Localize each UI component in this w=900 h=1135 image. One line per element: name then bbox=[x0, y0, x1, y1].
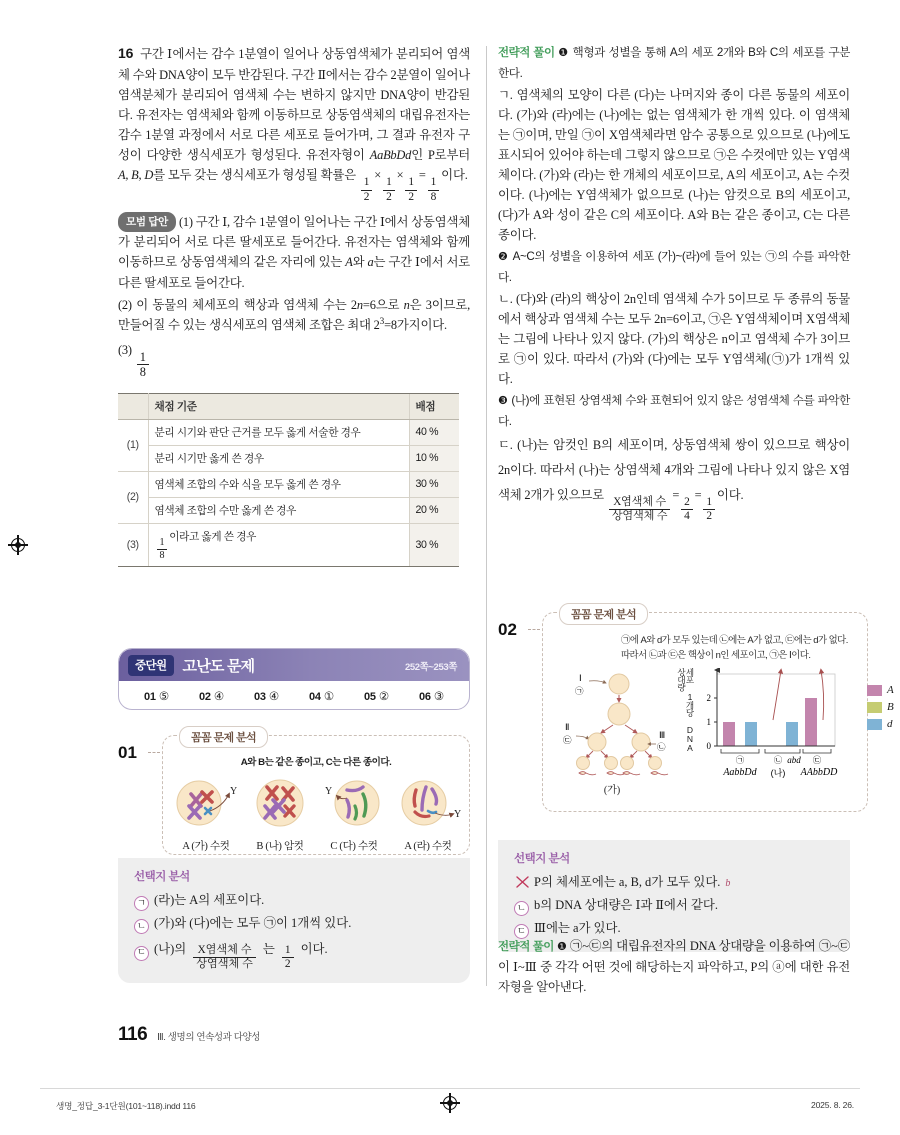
legend-item-B bbox=[867, 701, 894, 713]
model-answer-item-3 bbox=[118, 340, 470, 379]
chart-legend bbox=[867, 684, 894, 730]
cell-figure-da bbox=[317, 772, 391, 853]
model-answer-block bbox=[118, 212, 470, 292]
bar-chart-svg bbox=[695, 668, 865, 780]
ma2-end: =8가지이다. bbox=[384, 317, 447, 332]
print-date: 2025. 8. 26. bbox=[811, 1100, 854, 1110]
registration-mark-icon bbox=[8, 535, 28, 555]
choice-text-d-mid: 는 bbox=[262, 941, 275, 956]
criteria-cell: 염색체 조합의 수만 옳게 쓴 경우 bbox=[148, 497, 409, 523]
svg-text:㉡: ㉡ bbox=[773, 755, 783, 766]
legend-item-d bbox=[867, 718, 894, 730]
meiosis-lineage-svg bbox=[549, 668, 675, 780]
choice-text-n: (가)와 (다)에는 모두 ㉠이 1개씩 있다. bbox=[154, 915, 352, 930]
legend-item-A bbox=[867, 684, 894, 696]
criteria-cell: 염색체 조합의 수와 식을 모두 옳게 쓴 경우 bbox=[148, 471, 409, 497]
strategy-title-1: 전략적 풀이 bbox=[498, 47, 555, 59]
svg-text:(나): (나) bbox=[770, 768, 786, 779]
model-answer-item-1-end: 는 구간 Ⅰ에서 서로 다른 딸세포로 들어간다. bbox=[118, 255, 471, 290]
svg-text:Y: Y bbox=[325, 786, 333, 797]
points-cell: 30 % bbox=[409, 523, 459, 567]
svg-text:㉡: ㉡ bbox=[657, 742, 666, 753]
bar-chart bbox=[677, 668, 894, 780]
choice-text-d-suffix: 이다. bbox=[300, 941, 328, 956]
model-answer-mid: 와 bbox=[352, 255, 368, 270]
step-marker-3: ❸ bbox=[498, 395, 509, 408]
svg-text:㉠: ㉠ bbox=[735, 755, 745, 766]
figure-row-02 bbox=[543, 666, 894, 797]
svg-text:0: 0 bbox=[706, 741, 711, 752]
fraction-one-half-final: $\frac{1}{2}$ bbox=[703, 497, 715, 523]
q16-text-4: 이다. bbox=[441, 168, 468, 183]
svg-text:Ⅰ: Ⅰ bbox=[579, 673, 582, 684]
analysis-box-01 bbox=[162, 732, 470, 855]
table-row bbox=[118, 471, 459, 497]
exponent-3: 3 bbox=[379, 316, 385, 327]
ratio-fraction-x-auto-2: $\frac{\text{X염색체 수}}{\text{상염색체 수}}$ bbox=[609, 497, 670, 522]
legend-label-A: A bbox=[887, 684, 894, 697]
choice-row-d bbox=[134, 935, 456, 971]
cell-label-da: C (다) 수컷 bbox=[330, 841, 378, 852]
svg-text:AabbDd: AabbDd bbox=[723, 767, 757, 779]
explanation-d-end: 이다. bbox=[716, 487, 744, 502]
choice-marker-g: ㄱ bbox=[134, 896, 149, 911]
variable-n: n bbox=[356, 297, 363, 312]
analysis-connector bbox=[148, 752, 160, 753]
svg-text:Ⅱ: Ⅱ bbox=[565, 722, 570, 733]
column-divider bbox=[486, 46, 487, 986]
criteria-cell: 분리 시기만 옳게 쓴 경우 bbox=[148, 445, 409, 471]
step-marker-1: ❶ bbox=[558, 47, 569, 59]
chromosome-diagram-ga bbox=[169, 772, 243, 830]
col-criteria-header: 채점 기준 bbox=[148, 393, 409, 419]
strategy-step-3-block bbox=[498, 390, 850, 432]
print-filename: 생명_정답_3-1단원(101~118).indd 116 bbox=[56, 1101, 196, 1111]
choice-row-n bbox=[134, 912, 456, 935]
answer-item-06: 06 ③ bbox=[419, 690, 444, 703]
criteria-cell bbox=[148, 523, 409, 567]
scoring-criteria-table bbox=[118, 393, 459, 568]
cell-label-na: B (나) 암컷 bbox=[256, 841, 304, 852]
choice-marker-n: ㄴ bbox=[134, 919, 149, 934]
fraction-half-1: $\frac{1}{2}$ bbox=[361, 177, 373, 203]
step-marker-2-1: ❶ bbox=[557, 941, 567, 953]
choice-marker-02-n: ㄴ bbox=[514, 901, 529, 916]
cell-figure-na bbox=[243, 772, 317, 853]
model-answer-badge: 모범 답안 bbox=[118, 212, 176, 232]
choice-analysis-title-01: 선택지 분석 bbox=[134, 871, 190, 883]
equals-1: = bbox=[672, 487, 680, 502]
unit-title: 고난도 문제 bbox=[182, 657, 255, 675]
chart-y-axis-label: 세포 1개당 DNA 상대량 bbox=[676, 668, 695, 753]
unit-header-bar bbox=[119, 649, 469, 681]
allele-A: A bbox=[345, 255, 353, 270]
unit-answer-list bbox=[119, 681, 469, 710]
svg-text:abd: abd bbox=[787, 755, 801, 766]
chromosome-diagram-da bbox=[317, 772, 391, 830]
criteria-text: 이라고 옳게 쓴 경우 bbox=[169, 530, 257, 543]
left-column bbox=[118, 42, 470, 567]
explanation-n: ㄴ. (다)와 (라)의 핵상이 2n인데 염색체 수가 5이므로 두 종류의 동물에서 핵상과 염색체 수는 모두 2n=6이고, ㉠은 Y염색체이며 X염색체는 그림에 나타나 있지 않다. (가)의 핵상은 n이고 염색체 수가 3이므로 ㉠이 있다. 따라서 (가)와 (다)에는 모두 Y염색체(㉠)가 1개씩 있다. bbox=[498, 291, 850, 387]
ma2-mid: =6으로 bbox=[362, 297, 404, 312]
table-row bbox=[118, 445, 459, 471]
question-16-text: 구간 Ⅰ에서는 감수 1분열이 일어나 상동염색체가 분리되어 염색체 수와 DNA양이 모두 반감된다. 구간 Ⅱ에서는 감수 2분열이 일어나 염색분체가 분리되어 염색체 수는 변하지 않지만 DNA양이 반감된다. 유전자는 염색체와 함께 이동하므로 상동염색체의 대립유전자는 감수 1분열 과정에서 서로 다른 세포로 들어가며, 그 결과 유전자 구성이 다양한 생식세포가 형성된다. 유전자형이 bbox=[118, 47, 471, 163]
col-number-header bbox=[118, 393, 148, 419]
choice-marker-02-d: ㄷ bbox=[514, 924, 529, 939]
q16-text-3: 를 모두 갖는 생식세포가 형성될 확률은 bbox=[153, 168, 359, 183]
right-column bbox=[498, 42, 850, 523]
q16-genes: A, B, D bbox=[118, 168, 154, 183]
row-label: (3) bbox=[118, 523, 148, 567]
analysis-connector-02 bbox=[528, 629, 540, 630]
strategy-step-3: (나)에 표현된 상염색체 수와 표현되어 있지 않은 성염색체 수를 파악한다. bbox=[498, 394, 850, 429]
explanation-g: ㄱ. 염색체의 모양이 다른 (다)는 나머지와 종이 다른 동물의 세포이다. (가)와 (라)에는 (나)에는 없는 염색체가 한 개씩 있다. 이 염색체는 ㉠이며, 만일 ㉠이 X염색체라면 암수 공통으로 있으므로 (나)에도 표시되어 있어야 하는데 그렇지 않으므로 ㉠은 수컷에만 있는 Y염색체이다. (가)와 (라)는 한 개체의 세포이므로, A의 세포이고, A는 수컷이다. (나)에는 Y염색체가 없으므로 (나)는 암컷으로 B의 세포이고, (다)가 A와 성이 같은 C의 세포이다. A와 B는 같은 종이고, C는 다른 종이다. bbox=[498, 87, 850, 243]
lineage-caption: (가) bbox=[603, 785, 621, 797]
svg-text:㉢: ㉢ bbox=[563, 735, 572, 746]
choice-marker-d: ㄷ bbox=[134, 946, 149, 961]
unit-page-range: 252쪽~253쪽 bbox=[404, 662, 457, 673]
chapter-title: Ⅲ. 생명의 연속성과 다양성 bbox=[157, 1032, 261, 1043]
model-answer-item-2 bbox=[118, 295, 470, 335]
choice-row-02-n bbox=[514, 894, 836, 917]
table-row bbox=[118, 523, 459, 567]
choice-analysis-panel-01 bbox=[118, 858, 470, 983]
fraction-one-eighth-criteria: $\frac{1}{8}$ bbox=[157, 538, 168, 561]
model-answer-item-1: (1) 구간 Ⅰ, 감수 1분열이 일어나는 구간 Ⅰ에서 상동염색체가 분리되어 서로 다른 딸세포로 들어간다. 유전자는 염색체와 함께 이동하므로 상동염색체의 같은 자리에 있는 bbox=[118, 215, 470, 270]
points-cell: 10 % bbox=[409, 445, 459, 471]
answer-item-04: 04 ① bbox=[309, 690, 334, 703]
choice-text-02-g: P의 체세포에는 a, B, d가 모두 있다. bbox=[534, 875, 721, 889]
table-row bbox=[118, 497, 459, 523]
row-label: (1) bbox=[118, 419, 148, 471]
choice-marker-02-g-struck bbox=[514, 873, 529, 888]
choice-analysis-title-02: 선택지 분석 bbox=[514, 853, 570, 865]
strategy-step-2: A~C의 성별을 이용하여 세포 (가)~(라)에 들어 있는 ㉠의 수를 파악한다. bbox=[498, 250, 850, 285]
ma2-mid2: 은 3이므로, 만들어질 수 있는 생식세포의 염색체 조합은 최대 2 bbox=[118, 297, 470, 332]
explanation-d bbox=[498, 433, 850, 523]
analysis-number-01: 01 bbox=[118, 743, 137, 762]
cell-figure-ga bbox=[169, 772, 243, 853]
legend-swatch-B bbox=[867, 702, 882, 713]
page-number: 116 bbox=[118, 1024, 148, 1045]
fraction-result: $\frac{1}{8}$ bbox=[428, 177, 440, 203]
answer-item-05: 05 ② bbox=[364, 690, 389, 703]
ratio-fraction-x-auto: $\frac{\text{X염색체 수}}{\text{상염색체 수}}$ bbox=[193, 945, 256, 970]
choice-row-g bbox=[134, 889, 456, 912]
choice-text-02-n: b의 DNA 상대량은 Ⅰ과 Ⅱ에서 같다. bbox=[534, 897, 718, 912]
allele-a: a bbox=[367, 255, 374, 270]
ma2-pre: (2) 이 동물의 체세포의 핵상과 염색체 수는 2 bbox=[118, 297, 357, 312]
points-cell: 30 % bbox=[409, 471, 459, 497]
page-folio bbox=[118, 1024, 260, 1046]
choice-text-g: (라)는 A의 세포이다. bbox=[154, 893, 265, 907]
choice-text-d-prefix: (나)의 bbox=[154, 941, 187, 956]
question-number: 16 bbox=[118, 45, 134, 61]
q16-text-2: 인 P로부터 bbox=[411, 148, 470, 163]
criteria-cell: 분리 시기와 판단 근거를 모두 옳게 서술한 경우 bbox=[148, 419, 409, 445]
question-16-block: 16 구간 Ⅰ에서는 감수 1분열이 일어나 상동염색체가 분리되어 염색체 수와 DNA양이 모두 반감된다. 구간 Ⅱ에서는 감수 2분열이 일어나 염색분체가 분리되어 염색체 수는 변하지 않지만 DNA양이 반감된다. 유전자는 염색체와 함께 이동하므로 상동염색체의 대립유전자는 감수 1분열 과정에서 서로 다른 세포로 들어가며, 그 결과 유전자 구성이 다양한 생식세포가 형성된다. 유전자형이 AaBbDd인 P로부터 A, B, D를 모두 갖는 생식세포가 형성될 확률은 $\frac{1}{2}$ × $\frac{1}{2}$ × $\frac{1}{2}$ = $\frac{1}{8}$ 이다. bbox=[118, 45, 471, 203]
points-cell: 40 % bbox=[409, 419, 459, 445]
strategy-block-1 bbox=[498, 42, 850, 84]
row-label: (2) bbox=[118, 471, 148, 523]
choice-text-02-d: Ⅲ에는 a가 있다. bbox=[534, 920, 621, 935]
points-cell: 20 % bbox=[409, 497, 459, 523]
unit-chip-badge: 중단원 bbox=[128, 655, 174, 676]
species-note-01: A와 B는 같은 종이고, C는 다른 종이다. bbox=[240, 757, 392, 768]
legend-swatch-A bbox=[867, 685, 882, 696]
svg-text:AAbbDD: AAbbDD bbox=[800, 767, 838, 779]
strikethrough-icon bbox=[514, 873, 531, 890]
print-divider bbox=[40, 1088, 860, 1089]
strategy-step-2-block bbox=[498, 246, 850, 288]
explanation-d-pre: ㄷ. (나)는 암컷인 B의 세포이며, 상동염색체 쌍이 있으므로 핵상이 2n이다. 따라서 (나)는 상염색체 4개와 그림에 나타나 있지 않은 X염색체 2개가 있으므로 bbox=[498, 438, 850, 502]
strategy-step-1: 핵형과 성별을 통해 A의 세포 2개와 B와 C의 세포를 구분한다. bbox=[498, 46, 850, 80]
answer-item-01: 01 ⑤ bbox=[144, 690, 169, 703]
cell-label-ga: A (가) 수컷 bbox=[182, 841, 230, 852]
choice-annotation-b: b bbox=[725, 878, 731, 889]
fraction-one-half-d: $\frac{1}{2}$ bbox=[282, 945, 294, 971]
svg-text:㉠: ㉠ bbox=[575, 686, 584, 697]
item-3-label: (3) bbox=[118, 342, 132, 357]
svg-text:㉢: ㉢ bbox=[812, 755, 822, 766]
svg-text:Y: Y bbox=[454, 809, 462, 820]
analysis-box-02 bbox=[542, 609, 894, 812]
cell-figure-ra bbox=[391, 772, 465, 853]
analysis-tag-01: 꼼꼼 문제 분석 bbox=[179, 726, 268, 748]
analysis-number-02: 02 bbox=[498, 620, 517, 639]
step-marker-2: ❷ bbox=[498, 251, 509, 264]
equals-2: = bbox=[694, 487, 702, 502]
legend-swatch-d bbox=[867, 719, 882, 730]
cell-label-ra: A (라) 수컷 bbox=[404, 841, 452, 852]
table-row bbox=[118, 419, 459, 445]
unit-answer-card bbox=[118, 648, 470, 710]
fraction-one-eighth: $\frac{1}{8}$ bbox=[137, 351, 149, 379]
table-header-row bbox=[118, 393, 459, 419]
svg-text:2: 2 bbox=[706, 693, 711, 704]
fraction-half-3: $\frac{1}{2}$ bbox=[405, 177, 417, 203]
variable-n-2: n bbox=[403, 297, 410, 312]
answer-item-02: 02 ④ bbox=[199, 690, 224, 703]
legend-label-B: B bbox=[887, 701, 894, 714]
q16-genotype: AaBbDd bbox=[369, 148, 412, 163]
fraction-half-2: $\frac{1}{2}$ bbox=[383, 177, 395, 203]
svg-text:1: 1 bbox=[706, 717, 711, 728]
chromosome-diagram-na bbox=[243, 772, 317, 830]
cell-lineage-diagram bbox=[549, 668, 675, 796]
registration-mark-icon bbox=[440, 1093, 460, 1113]
svg-text:Ⅲ: Ⅲ bbox=[659, 730, 666, 741]
strategy-title-2: 전략적 풀이 bbox=[498, 941, 554, 953]
analysis-tag-02: 꼼꼼 문제 분석 bbox=[559, 603, 648, 625]
choice-row-02-g bbox=[514, 871, 836, 894]
legend-label-d: d bbox=[887, 718, 893, 731]
answer-item-03: 03 ④ bbox=[254, 690, 279, 703]
fraction-two-fourths: $\frac{2}{4}$ bbox=[681, 497, 693, 523]
cell-figure-row bbox=[163, 768, 469, 853]
strategy-2-step-1: ㉠~㉢의 대립유전자의 DNA 상대량을 이용하여 ㉠~㉢이 Ⅰ~Ⅲ 중 각각 어떤 것에 해당하는지 파악하고, P의 ⓐ에 대한 유전자형을 알아낸다. bbox=[498, 939, 850, 994]
strategy-block-2 bbox=[498, 936, 850, 997]
analysis-note-02: ㉠에 A와 d가 모두 있는데 ㉡에는 A가 없고, ㉢에는 d가 없다. 따라서 ㉡과 ㉢은 핵상이 n인 세포이고, ㉠은 Ⅰ이다. bbox=[621, 634, 848, 660]
col-points-header: 배점 bbox=[409, 393, 459, 419]
svg-text:Y: Y bbox=[230, 786, 238, 797]
chromosome-diagram-ra bbox=[391, 772, 465, 830]
